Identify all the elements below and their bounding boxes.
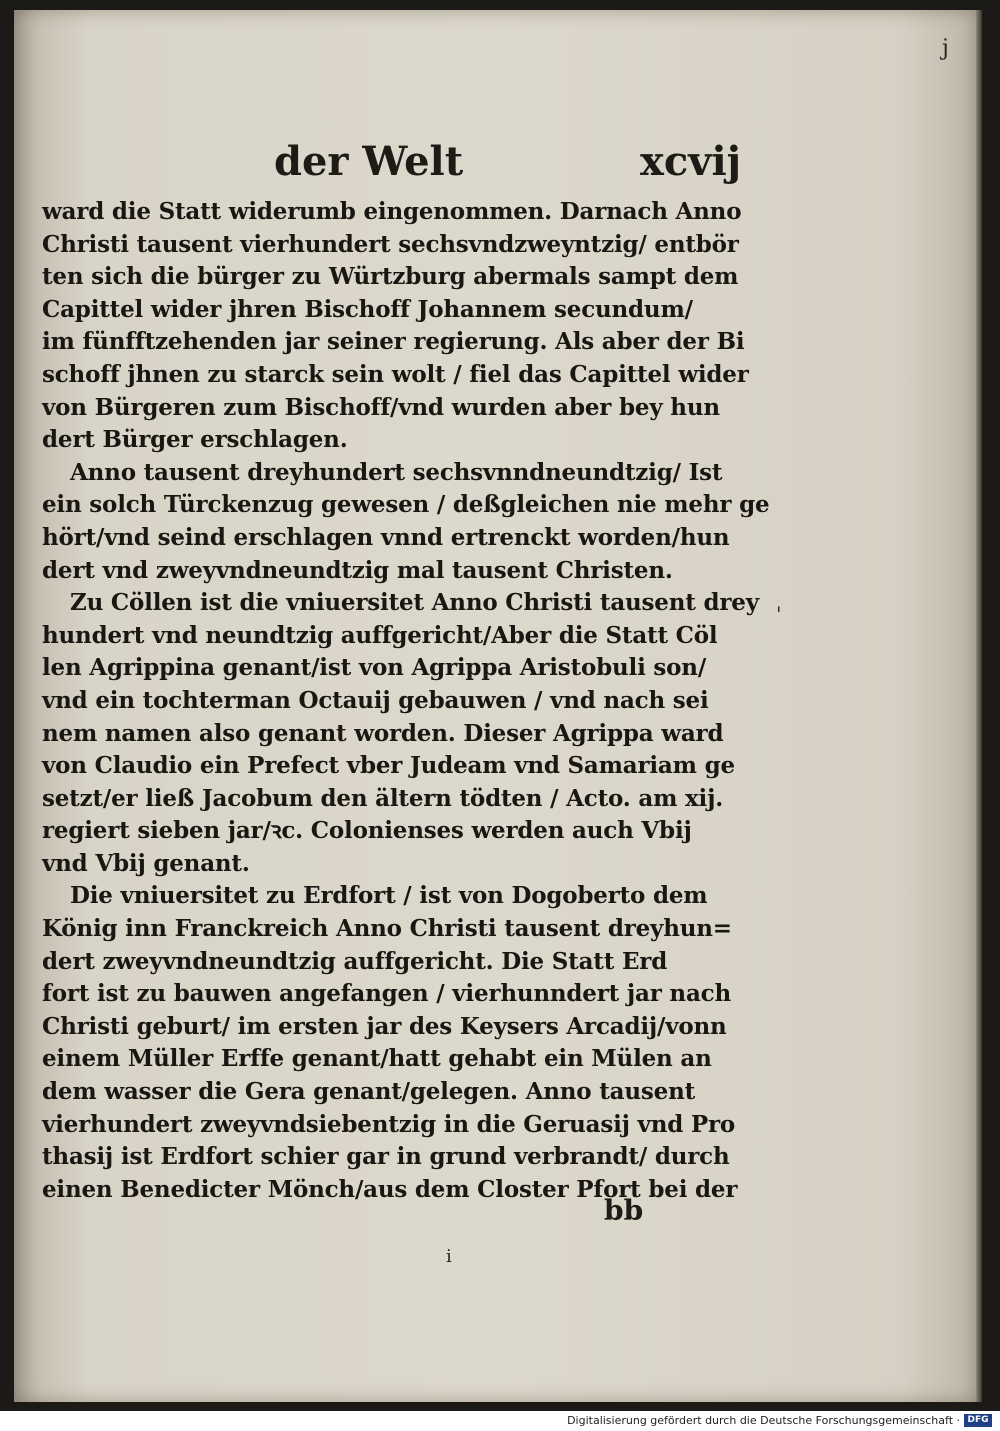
book-page (14, 10, 976, 1402)
text-line: vierhundert zweyvndsiebentzig in die Geruasij vnd Pro (42, 1110, 736, 1138)
body-text (42, 196, 770, 1206)
running-header (14, 138, 976, 198)
footer-credit: Digitalisierung gefördert durch die Deutsche Forschungsgemeinschaft · (567, 1414, 960, 1427)
stray-mark: ' (776, 602, 782, 626)
text-line: setzt/er ließ Jacobum den ältern tödten / Acto. am xij. (42, 784, 723, 812)
text-line: hört/vnd seind erschlagen vnnd ertrenckt worden/hun (42, 523, 730, 551)
text-line: vnd ein tochterman Octauij gebauwen / vnd nach sei (42, 686, 709, 714)
text-line: dert vnd zweyvndneundtzig mal tausent Christen. (42, 556, 673, 584)
dfg-logo-icon: DFG (964, 1414, 992, 1427)
folio-number: xcvij (640, 138, 742, 185)
text-line: von Bürgeren zum Bischoff/vnd wurden aber bey hun (42, 393, 720, 421)
text-line: fort ist zu bauwen angefangen / vierhunndert jar nach (42, 980, 731, 1008)
footer-bar (0, 1411, 1000, 1431)
dot-mark: i (446, 1246, 452, 1267)
text-line: regiert sieben jar/ꝛc. Colonienses werden auch Vbij (42, 817, 692, 845)
text-line: von Claudio ein Prefect vber Judeam vnd Samariam ge (42, 752, 735, 780)
text-line: thasij ist Erdfort schier gar in grund verbrandt/ durch (42, 1143, 730, 1171)
text-line: im fünfftzehenden jar seiner regierung. Als aber der Bi (42, 328, 745, 356)
text-line: einem Müller Erffe genant/hatt gehabt ein Mülen an (42, 1045, 712, 1073)
text-line: dem wasser die Gera genant/gelegen. Anno tausent (42, 1078, 696, 1106)
text-line: hundert vnd neundtzig auffgericht/Aber die Statt Cöl (42, 621, 718, 649)
text-line: schoff jhnen zu starck sein wolt / fiel das Capittel wider (42, 360, 749, 388)
page-edge (976, 10, 982, 1402)
text-line: einen Benedicter Mönch/aus dem Closter Pfort bei der (42, 1175, 738, 1203)
text-line: nem namen also genant worden. Dieser Agrippa ward (42, 719, 724, 747)
text-line: len Agrippina genant/ist von Agrippa Aristobuli son/ (42, 654, 707, 682)
text-line: ward die Statt widerumb eingenommen. Darnach Anno (42, 198, 742, 225)
text-line: dert Bürger erschlagen. (42, 426, 348, 454)
text-line: ten sich die bürger zu Würtzburg abermals sampt dem (42, 263, 739, 291)
text-line: Zu Cöllen ist die vniuersitet Anno Christi tausent drey (70, 589, 759, 617)
text-line: König inn Franckreich Anno Christi tausent dreyhun= (42, 915, 732, 943)
text-line: Die vniuersitet zu Erdfort / ist von Dogoberto dem (70, 882, 708, 910)
text-line: Capittel wider jhren Bischoff Johannem secundum/ (42, 295, 693, 323)
signature-mark: bb (604, 1194, 644, 1227)
text-line: vnd Vbij genant. (42, 849, 250, 877)
text-line: ein solch Türckenzug gewesen / deßgleichen nie mehr ge (42, 491, 770, 519)
running-title: der Welt (274, 138, 464, 185)
text-line: dert zweyvndneundtzig auffgericht. Die Statt Erd (42, 947, 668, 975)
text-line: Christi geburt/ im ersten jar des Keysers Arcadij/vonn (42, 1012, 727, 1040)
corner-mark: j (942, 36, 949, 61)
text-line: Christi tausent vierhundert sechsvndzweyntzig/ entbör (42, 230, 739, 258)
text-line: Anno tausent dreyhundert sechsvnndneundtzig/ Ist (70, 458, 723, 486)
